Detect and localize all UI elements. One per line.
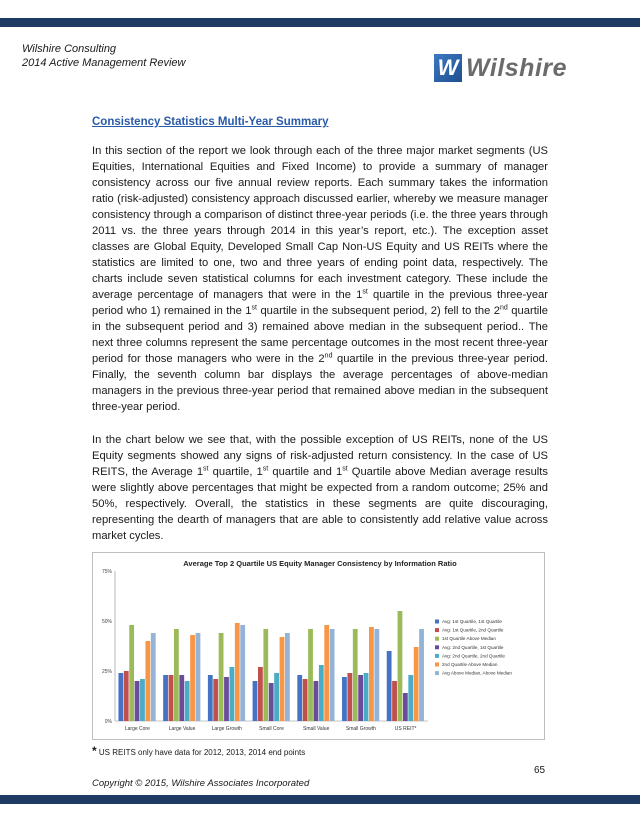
bar <box>414 647 419 721</box>
bar <box>118 673 123 721</box>
bar <box>129 625 134 721</box>
bar <box>208 675 213 721</box>
copyright: Copyright © 2015, Wilshire Associates Incorporated <box>92 778 310 789</box>
bar <box>369 627 374 721</box>
bottom-bar <box>0 795 640 804</box>
bar <box>219 633 224 721</box>
bar <box>303 679 308 721</box>
top-bar <box>0 18 640 27</box>
consistency-chart <box>92 552 545 740</box>
x-tick-label: Large Growth <box>211 726 242 732</box>
bar <box>408 675 413 721</box>
logo-mark: W <box>434 54 462 82</box>
bar <box>392 681 397 721</box>
bar <box>330 629 335 721</box>
legend-entry: 2nd Quartile Above Median <box>442 662 498 667</box>
header-report: 2014 Active Management Review <box>22 57 186 69</box>
legend-entry: Avg Above Median, Above Median <box>442 670 512 676</box>
x-tick-label: Large Core <box>124 726 150 732</box>
bar <box>213 679 218 721</box>
bar <box>135 681 140 721</box>
paragraph-1: In this section of the report we look through each of the three major market segments (US Equities, International Equities and Fixed Income) to provide a summary of manager consistency across our five annual review reports. Each summary takes the information ratio (risk-adjusted) consistency approach discussed earlier, whereby we measure manager consistency through a comparison of distinct three-year periods (i.e. the three years through 2011 vs. the three years through 2014 in this year’s report, etc.). The exception asset classes are Global Equity, Developed Small Cap Non-US Equity and US REITs where the statistics are limited to one, two and three years of ending point data, respectively. The charts include seven statistical columns for each investment category. These include the average percentage of managers that were in the 1st quartile in the previous three-year period who 1) remained in the 1st quartile in the subsequent period, 2) fell to the 2nd quartile in the subsequent period and 3) remained above median in the subsequent period.. The next three columns represent the same percentage outcomes in the most recent three-year period for those managers who were in the 2nd quartile in the previous three-year period. Finally, the seventh column bar displays the average percentages of above-median managers in the previous three-year period that remained above median in the subsequent three-year period. <box>92 145 549 413</box>
bar <box>235 623 240 721</box>
legend-entry: Avg: 1st Quartile, 2nd Quartile <box>442 627 504 633</box>
bar <box>324 625 329 721</box>
y-tick-label: 50% <box>101 619 112 625</box>
bar <box>285 633 290 721</box>
chart-title: Average Top 2 Quartile US Equity Manager Consistency by Information Ratio <box>183 559 457 568</box>
bar <box>280 637 285 721</box>
bar <box>364 673 369 721</box>
legend-entry: Avg: 2nd Quartile, 2nd Quartile <box>442 653 505 659</box>
legend-swatch <box>435 645 439 649</box>
header-company: Wilshire Consulting <box>22 43 117 55</box>
bar <box>124 671 129 721</box>
y-tick-label: 75% <box>101 569 112 575</box>
bar <box>419 629 424 721</box>
bar <box>342 677 347 721</box>
legend-swatch <box>435 620 439 624</box>
bar <box>140 679 145 721</box>
legend-entry: Avg: 1st Quartile, 1st Quartile <box>442 619 502 624</box>
legend-swatch <box>435 663 439 667</box>
x-tick-label: Large Value <box>168 726 196 732</box>
bar <box>253 681 258 721</box>
bar <box>185 681 190 721</box>
chart-svg <box>93 553 544 739</box>
bar <box>224 677 229 721</box>
paragraph-2: In the chart below we see that, with the possible exception of US REITs, none of the US Equity segments showed any signs of risk-adjusted return consistency. In the case of US REITS, the Average 1st quartile, 1st quartile and 1st Quartile above Median average results were slightly above percentages that might be expected from a random outcome; 25% and 50%, respectively. Overall, the statistics in these segments are quite discouraging, representing the dearth of managers that are able to consistently add relative value across market cycles. <box>92 434 548 542</box>
bar <box>374 629 379 721</box>
bar <box>179 675 184 721</box>
section-title: Consistency Statistics Multi-Year Summary <box>92 116 329 128</box>
wilshire-logo <box>434 52 567 84</box>
legend-swatch <box>435 637 439 641</box>
footnote: * US REITS only have data for 2012, 2013, 2014 end points <box>92 744 306 758</box>
bar <box>151 633 156 721</box>
bar <box>274 673 279 721</box>
y-tick-label: 0% <box>104 719 112 725</box>
bar <box>347 673 352 721</box>
bar <box>358 675 363 721</box>
header <box>22 42 185 70</box>
x-tick-label: Small Growth <box>345 726 376 732</box>
legend-swatch <box>435 654 439 658</box>
x-tick-label: US REIT* <box>394 726 417 732</box>
legend-swatch <box>435 671 439 675</box>
page-number: 65 <box>534 765 546 776</box>
bar <box>240 625 245 721</box>
bar <box>169 675 174 721</box>
bar <box>398 611 403 721</box>
bar <box>269 683 274 721</box>
bar <box>229 667 234 721</box>
bar <box>174 629 179 721</box>
bar <box>308 629 313 721</box>
x-tick-label: Small Core <box>259 726 284 732</box>
bar <box>145 641 150 721</box>
bar <box>297 675 302 721</box>
y-tick-label: 25% <box>101 669 112 675</box>
bar <box>319 665 324 721</box>
bar <box>196 633 201 721</box>
legend-swatch <box>435 628 439 632</box>
bar <box>314 681 319 721</box>
bar <box>387 651 392 721</box>
legend-entry: Avg: 2nd Quartile, 1st Quartile <box>442 644 504 650</box>
bar <box>163 675 168 721</box>
bar <box>353 629 358 721</box>
logo-text: Wilshire <box>466 53 568 82</box>
bar <box>258 667 263 721</box>
legend-entry: 1st Quartile Above Median <box>442 636 496 642</box>
bar <box>263 629 268 721</box>
bar <box>190 635 195 721</box>
x-tick-label: Small Value <box>303 726 330 732</box>
bar <box>403 693 408 721</box>
